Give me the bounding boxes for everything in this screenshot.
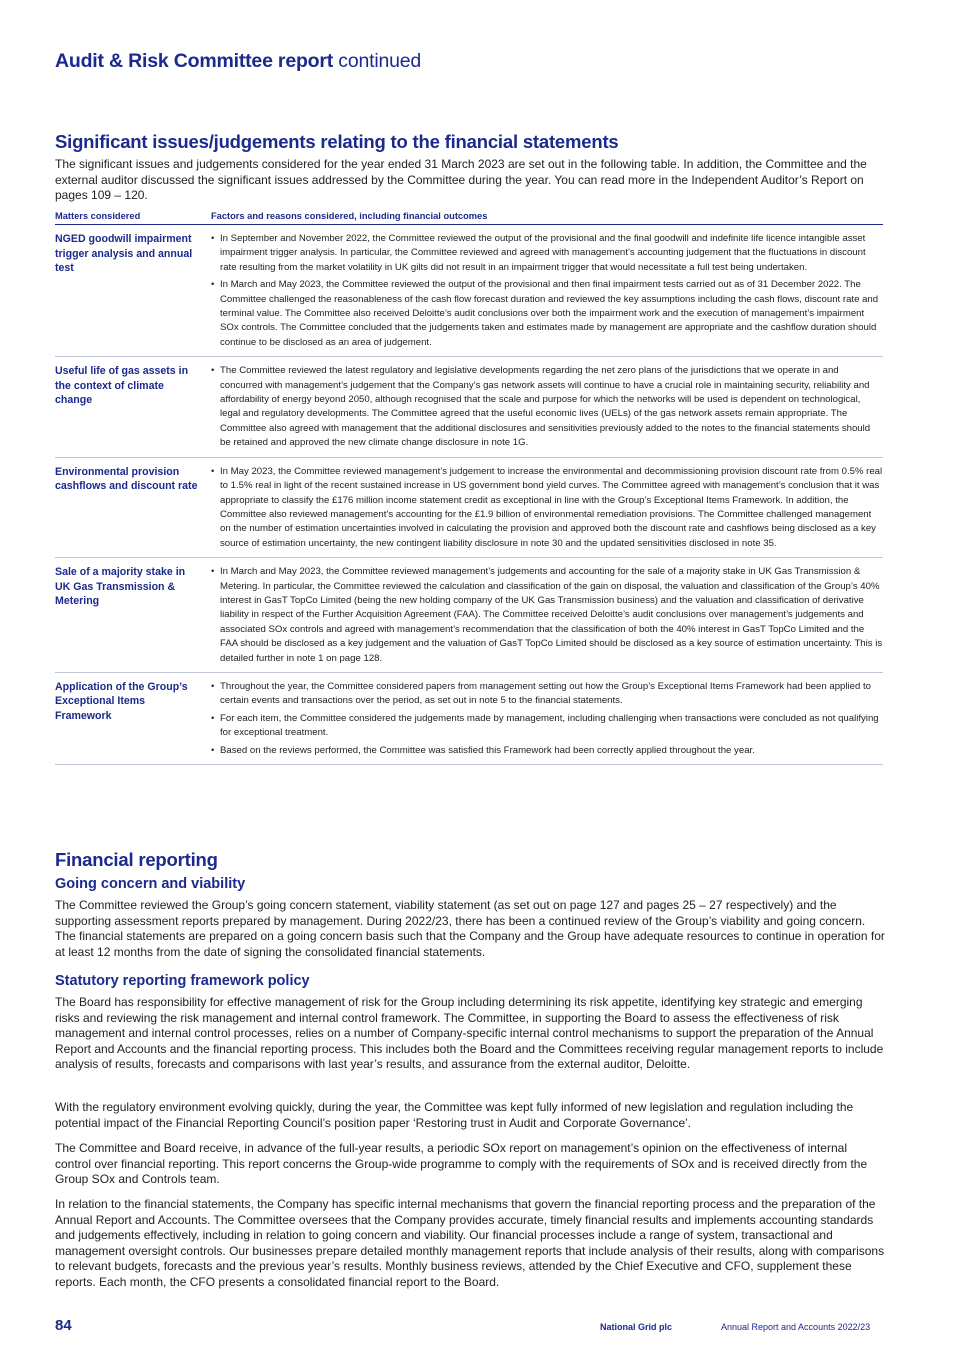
bullet-item: • Based on the reviews performed, the Committee was satisfied this Framework had been correctly applied throughout the year.	[211, 744, 883, 758]
statutory-paragraph: The Committee and Board receive, in advance of the full-year results, a periodic SOx report on management’s opinion on the effectiveness of internal control over financial reporting. This report concerns the Group-wide programme to comply with the requirements of SOx and is received directly from the Group SOx and Controls team.	[55, 1141, 868, 1186]
significant-issues-table	[55, 208, 883, 765]
table-row	[55, 558, 883, 673]
statutory-paragraph: The Board has responsibility for effective management of risk for the Group including determining its risk appetite, identifying key strategic and emerging risks and reviewing the risk management and internal control framework. The Committee, in supporting the Board to assess the effectiveness of risk management and internal control processes, relies on a number of Company-specific internal control mechanisms to support the preparation of the Annual Report and Accounts and the financial reporting process. This includes both the Board and the Committees receiving regular management reports to include analysis of results, forecasts and comparisons with last year’s results, and assurance from the external auditor, Deloitte.	[55, 995, 884, 1071]
bullet-item: • The Committee reviewed the latest regulatory and legislative developments regarding the net zero plans of the jurisdictions that we operate in and concurred with management’s judgement that the Company’s gas network assets will continue to have a crucial role in maintaining security, reliability and affordability of energy beyond 2050, although recognised that the scale and purpose for which the networks will be used is dependent on technological, legal and regulatory developments. The Committee agreed that the useful economic lives (UELs) of the gas network assets remain appropriate. The Committee also agreed with management that the additional disclosures and sensitivities previously added to the notes to the financial statements should be retained and approved the new climate change disclosure in note 1G.	[211, 364, 883, 450]
statutory-heading: Statutory reporting framework policy	[55, 973, 310, 989]
factors-cell	[211, 357, 883, 457]
footer-report-title: Annual Report and Accounts 2022/23	[721, 1322, 871, 1332]
col-header-matters: Matters considered	[55, 208, 211, 225]
bullet-item: • Throughout the year, the Committee considered papers from management setting out how the Group’s Exceptional Items Framework had been applied to certain events and transactions over the period, as set out in note 5 to the financial statements.	[211, 680, 883, 709]
matter-cell: Application of the Group’s Exceptional Items Framework	[55, 672, 211, 764]
factors-cell	[211, 672, 883, 764]
col-header-factors: Factors and reasons considered, including financial outcomes	[211, 208, 883, 225]
page-number: 84	[55, 1317, 72, 1334]
significant-issues-title: Significant issues/judgements relating to the financial statements	[55, 131, 619, 152]
factors-cell	[211, 225, 883, 357]
factors-cell	[211, 558, 883, 673]
going-concern-text: The Committee reviewed the Group’s going concern statement, viability statement (as set out on page 127 and pages 25 – 27 respectively) and the supporting assessment reports prepared by management. During 2022/23, there has been a continued review of the Group’s viability and going concern. The financial statements are prepared on a going concern basis such that the Company and the Group have adequate resources to continue in operation for at least 12 months from the date of signing the consolidated financial statements.	[55, 898, 885, 959]
table-row	[55, 225, 883, 357]
going-concern-heading: Going concern and viability	[55, 876, 246, 892]
header-title: Audit & Risk Committee report	[55, 50, 334, 72]
table-row	[55, 357, 883, 457]
bullet-item: • In March and May 2023, the Committee reviewed management’s judgements and accounting for the sale of a majority stake in UK Gas Transmission & Metering. In particular, the Committee reviewed the calculation and classification of the gain on disposal, the valuation and classification of the Group’s 40% interest in GasT TopCo Limited (being the new holding company of the UK Gas Transmission business) and the valuation and classification of derivative liability in respect of the Further Acquisition Agreement (FAA). The Committee received Deloitte’s audit conclusions over management’s judgements and associated SOx controls and agreed with management’s recommendation that the classification of both the 40% interest in GasT TopCo Limited and the FAA should be disclosed as a key judgement and the valuation of GasT TopCo Limited should be disclosed as a key source of estimation uncertainty. This is detailed further in note 1 on page 128.	[211, 565, 883, 666]
statutory-paragraph: In relation to the financial statements, the Company has specific internal mechanisms that govern the financial reporting process and the preparation of the Annual Report and Accounts. The Committee oversees that the Company provides accurate, timely financial results and implements accounting standards and judgements effectively, including in relation to going concern and viability. Our financial processes include a range of system, transactional and management oversight controls. Our businesses prepare detailed monthly management reports that include analysis of their results, along with comparisons to relevant budgets, forecasts and the previous year’s results. Monthly business reviews, attended by the Chief Executive and CFO, supplement these reports. Each month, the CFO presents a consolidated financial report to the Board.	[55, 1197, 885, 1289]
matter-cell: Sale of a majority stake in UK Gas Transmission & Metering	[55, 558, 211, 673]
bullet-item: • In March and May 2023, the Committee reviewed the output of the provisional and then final impairment tests carried out as of 31 December 2022. The Committee challenged the reasonableness of the cash flow forecast duration and reviewed the key assumptions including the cash flows, discount rate and terminal value. The Committee also received Deloitte’s audit conclusions over both the impairment work and the execution of management’s impairment SOx controls. The Committee concluded that the judgements taken and estimates made by management are appropriate and the cashflow duration should continue to be disclosed as an area of judgement.	[211, 278, 883, 350]
page-header	[55, 50, 421, 73]
matter-cell: Useful life of gas assets in the context of climate change	[55, 357, 211, 457]
header-continued: continued	[338, 50, 422, 72]
table-header-row	[55, 208, 883, 225]
table-row	[55, 672, 883, 764]
bullet-item: • In September and November 2022, the Committee reviewed the output of the provisional and the final goodwill and indefinite life licence intangible asset impairment trigger analysis. In particular, the Committee reviewed and agreed with management’s accounting judgement that the fluctuations in discount rate resulting from the market volatility in UK gilts did not result in an impairment trigger that would necessitate a full test being undertaken.	[211, 232, 883, 275]
table-row	[55, 457, 883, 557]
statutory-paragraph: With the regulatory environment evolving quickly, during the year, the Committee was kept fully informed of new legislation and regulation including the potential impact of the Financial Reporting Council’s position paper ‘Restoring trust in Audit and Corporate Governance’.	[55, 1100, 854, 1130]
significant-issues-intro: The significant issues and judgements considered for the year ended 31 March 2023 are set out in the following table. In addition, the Committee and the external auditor discussed the significant issues addressed by the Committee during the year. You can read more in the Independent Auditor’s Report on pages 109 – 120.	[55, 157, 867, 202]
matter-cell: NGED goodwill impairment trigger analysis and annual test	[55, 225, 211, 357]
factors-cell	[211, 457, 883, 557]
bullet-item: • In May 2023, the Committee reviewed management’s judgement to increase the environmental and decommissioning provision discount rate from 0.5% real to 1.5% real in light of the recent sustained increase in US government bond yield curves. The Committee agreed with management’s conclusion that it was appropriate to classify the £176 million income statement credit as exceptional in line with the Group’s Exceptional Items Framework. In addition, the Committee also reviewed management’s accounting for the £1.9 billion of environmental remediation provisions. The Committee challenged management on the number of estimation uncertainties involved in calculating the provision and approved both the discount rate and cashflows being disclosed as a key source of estimation uncertainty, the new contingent liability disclosure in note 30 and the updated sensitivities disclosed in note 35.	[211, 465, 883, 551]
footer-company: National Grid plc	[600, 1322, 673, 1332]
bullet-item: • For each item, the Committee considered the judgements made by management, including challenging when transactions were concluded as not qualifying for exceptional treatment.	[211, 712, 883, 741]
financial-reporting-title: Financial reporting	[55, 849, 218, 870]
matter-cell: Environmental provision cashflows and discount rate	[55, 457, 211, 557]
